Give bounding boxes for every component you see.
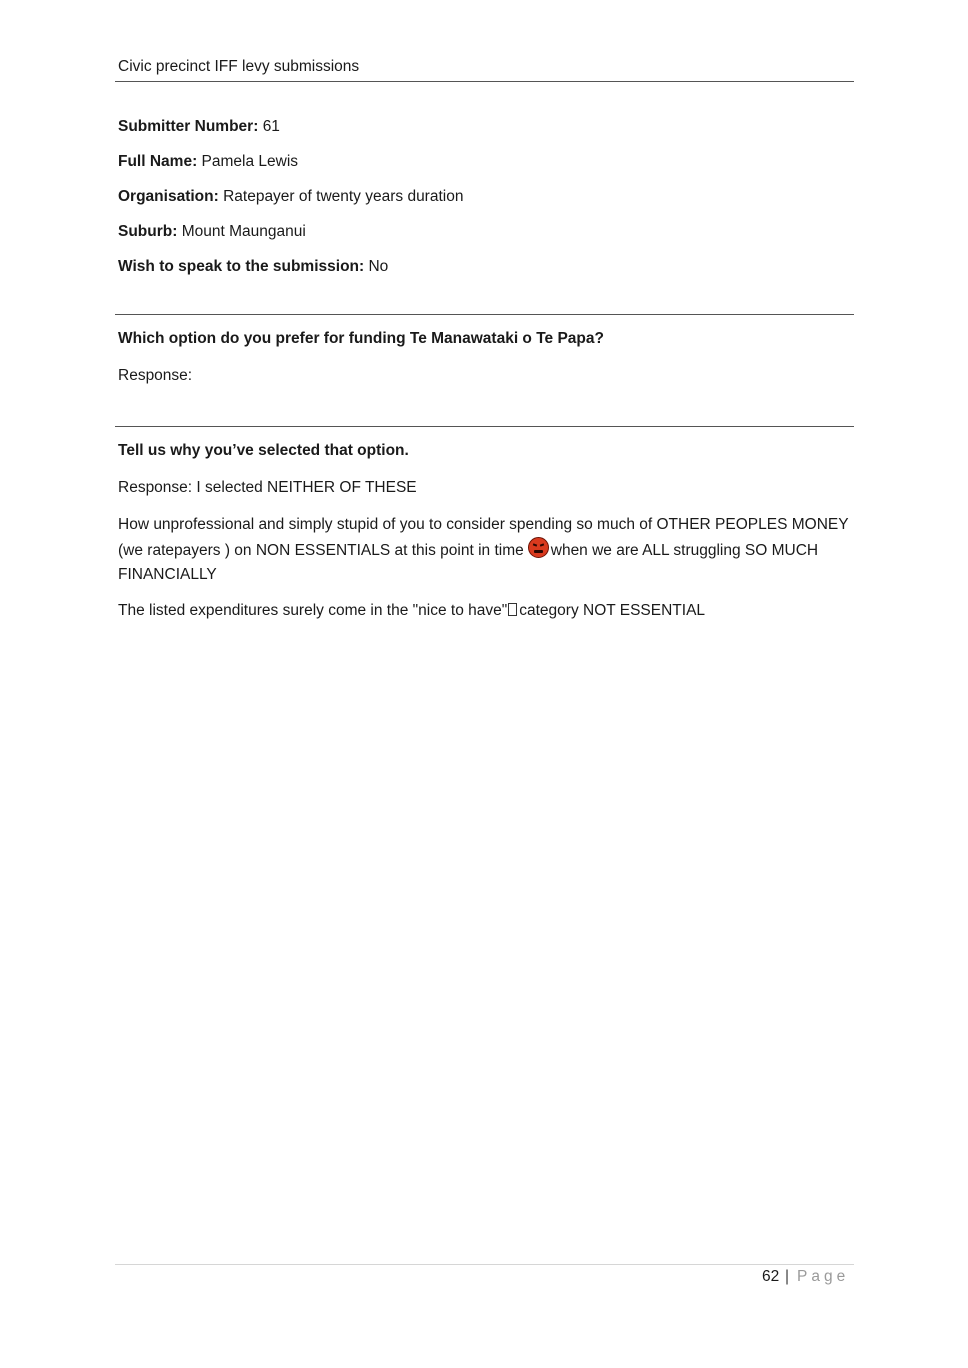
- full-name-value: Pamela Lewis: [201, 153, 299, 170]
- page-number: 62: [762, 1268, 780, 1285]
- question-2-response: Response: I selected NEITHER OF THESE: [118, 479, 417, 496]
- full-name-field: [118, 153, 298, 171]
- response-paragraph-text: category NOT ESSENTIAL: [519, 602, 706, 619]
- missing-glyph-icon: [508, 603, 517, 616]
- page-label: Page: [797, 1268, 850, 1285]
- wish-to-speak-value: No: [368, 258, 389, 275]
- response-paragraph-text: when we are ALL struggling SO MUCH FINANCIALLY: [118, 542, 819, 583]
- response-paragraph: [118, 513, 858, 587]
- response-paragraph-text: The listed expenditures surely come in the "nice to have": [118, 602, 508, 619]
- submitter-number-field: [118, 118, 280, 136]
- footer-divider: [115, 1264, 854, 1265]
- suburb-field: [118, 223, 306, 241]
- full-name-label: Full Name:: [118, 153, 198, 170]
- question-2-title: Tell us why you’ve selected that option.: [118, 442, 409, 459]
- submitter-number-label: Submitter Number:: [118, 118, 259, 135]
- footer-separator: |: [785, 1268, 790, 1285]
- suburb-label: Suburb:: [118, 223, 178, 240]
- suburb-value: Mount Maunganui: [181, 223, 306, 240]
- question-1-response: Response:: [118, 367, 193, 384]
- header-title: Civic precinct IFF levy submissions: [118, 58, 360, 75]
- section-divider: [115, 426, 854, 427]
- section-divider: [115, 314, 854, 315]
- header-divider: [115, 81, 854, 82]
- organisation-field: [118, 188, 463, 206]
- wish-to-speak-field: [118, 258, 388, 276]
- wish-to-speak-label: Wish to speak to the submission:: [118, 258, 365, 275]
- question-1-title: Which option do you prefer for funding Te Manawataki o Te Papa?: [118, 330, 604, 347]
- response-paragraph-text: How unprofessional and simply stupid of you to consider spending so much of OTHER PEOPLES MONEY (we ratepayers ) on NON ESSENTIALS at this point in time: [118, 516, 849, 559]
- angry-face-icon: [528, 537, 549, 558]
- response-paragraph: [118, 599, 858, 623]
- organisation-label: Organisation:: [118, 188, 219, 205]
- submitter-number-value: 61: [262, 118, 280, 135]
- organisation-value: Ratepayer of twenty years duration: [223, 188, 464, 205]
